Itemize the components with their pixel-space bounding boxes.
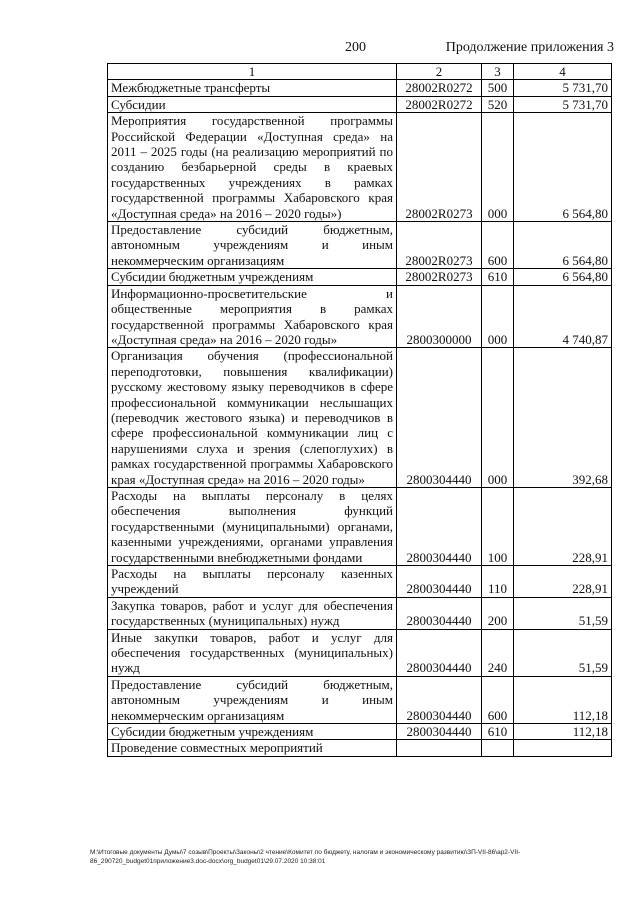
target-article-code: 2800304440 bbox=[397, 629, 482, 676]
row-name: Проведение совместных мероприятий bbox=[108, 740, 397, 756]
row-name: Субсидии бюджетным учреждениям bbox=[108, 269, 397, 285]
row-amount: 112,18 bbox=[514, 724, 612, 740]
target-article-code: 28002R0273 bbox=[397, 113, 482, 222]
column-number-row bbox=[108, 64, 612, 80]
table-row bbox=[108, 566, 612, 598]
row-name: Расходы на выплаты персоналу в целях обеспечения выполнения функций государственными (муниципальными) органами, казенными учреждениями, органами управления государственными внебюджетными фондами bbox=[108, 487, 397, 565]
table-row bbox=[108, 597, 612, 629]
page-number: 200 bbox=[345, 40, 366, 55]
expense-type-code: 000 bbox=[482, 285, 514, 348]
column-number: 2 bbox=[397, 64, 482, 80]
row-amount: 112,18 bbox=[514, 676, 612, 723]
table-row bbox=[108, 724, 612, 740]
expense-type-code: 600 bbox=[482, 676, 514, 723]
row-amount: 5 731,70 bbox=[514, 96, 612, 112]
row-name: Информационно-просветительские и общественные мероприятия в рамках государственной программы Хабаровского края «Доступная среда» на 2016 – 2020 годы» bbox=[108, 285, 397, 348]
row-name: Предоставление субсидий бюджетным, автономным учреждениям и иным некоммерческим организациям bbox=[108, 222, 397, 269]
row-name: Субсидии бюджетным учреждениям bbox=[108, 724, 397, 740]
row-name: Мероприятия государственной программы Российской Федерации «Доступная среда» на 2011 – 2025 годы (на реализацию мероприятий по созданию безбарьерной среды в краевых государственных учреждениях в рамках государственной программы Хабаровского края «Доступная среда» на 2016 – 2020 годы») bbox=[108, 113, 397, 222]
row-amount: 51,59 bbox=[514, 597, 612, 629]
expense-type-code: 600 bbox=[482, 222, 514, 269]
expense-type-code: 000 bbox=[482, 348, 514, 488]
row-amount: 5 731,70 bbox=[514, 80, 612, 96]
row-amount: 228,91 bbox=[514, 487, 612, 565]
row-name: Субсидии bbox=[108, 96, 397, 112]
row-amount: 6 564,80 bbox=[514, 222, 612, 269]
column-number: 1 bbox=[108, 64, 397, 80]
row-name: Закупка товаров, работ и услуг для обеспечения государственных (муниципальных) нужд bbox=[108, 597, 397, 629]
row-name: Расходы на выплаты персоналу казенных учреждений bbox=[108, 566, 397, 598]
target-article-code: 2800304440 bbox=[397, 676, 482, 723]
expense-type-code: 610 bbox=[482, 724, 514, 740]
table-row bbox=[108, 269, 612, 285]
row-amount: 6 564,80 bbox=[514, 113, 612, 222]
expense-type-code: 240 bbox=[482, 629, 514, 676]
table-row bbox=[108, 96, 612, 112]
target-article-code: 28002R0272 bbox=[397, 96, 482, 112]
table-row bbox=[108, 487, 612, 565]
row-amount: 4 740,87 bbox=[514, 285, 612, 348]
row-name: Предоставление субсидий бюджетным, автономным учреждениям и иным некоммерческим организациям bbox=[108, 676, 397, 723]
target-article-code: 2800304440 bbox=[397, 597, 482, 629]
table-row bbox=[108, 80, 612, 96]
table-row bbox=[108, 676, 612, 723]
column-number: 4 bbox=[514, 64, 612, 80]
expense-type-code: 520 bbox=[482, 96, 514, 112]
target-article-code: 2800304440 bbox=[397, 566, 482, 598]
expense-type-code: 500 bbox=[482, 80, 514, 96]
column-number: 3 bbox=[482, 64, 514, 80]
expense-type-code: 100 bbox=[482, 487, 514, 565]
target-article-code: 2800304440 bbox=[397, 348, 482, 488]
target-article-code: 2800304440 bbox=[397, 487, 482, 565]
row-name: Иные закупки товаров, работ и услуг для обеспечения государственных (муниципальных) нужд bbox=[108, 629, 397, 676]
expense-type-code: 610 bbox=[482, 269, 514, 285]
row-name: Межбюджетные трансферты bbox=[108, 80, 397, 96]
row-name: Организация обучения (профессиональной переподготовки, повышения квалификации) русскому жестовому языку переводчиков в сфере профессиональной коммуникации неслышащих (переводчик жестового языка) и переводчиков в сфере профессиональной коммуникации лиц с нарушениями слуха и зрения (слепоглухих) в рамках государственной программы Хабаровского края «Доступная среда» на 2016 – 2020 годы» bbox=[108, 348, 397, 488]
row-amount: 392,68 bbox=[514, 348, 612, 488]
expense-type-code: 200 bbox=[482, 597, 514, 629]
target-article-code: 2800300000 bbox=[397, 285, 482, 348]
table-row bbox=[108, 113, 612, 222]
row-amount: 6 564,80 bbox=[514, 269, 612, 285]
table-row bbox=[108, 222, 612, 269]
table-row bbox=[108, 740, 612, 756]
expense-type-code bbox=[482, 740, 514, 756]
target-article-code: 28002R0273 bbox=[397, 222, 482, 269]
target-article-code: 2800304440 bbox=[397, 724, 482, 740]
expense-type-code: 110 bbox=[482, 566, 514, 598]
target-article-code: 28002R0273 bbox=[397, 269, 482, 285]
file-path-footer: M:\Итоговые документы Думы\7 созыв\Проекты\Законы\2 чтение\Комитет по бюджету, налогам и экономическому развитию\ЗП-VII-86\ap2-VII-86_290720_budget01приложение3.doc-docx\org_budget01\29.07.2020 10:38:01 bbox=[90, 849, 521, 865]
budget-table bbox=[107, 63, 612, 757]
target-article-code: 28002R0272 bbox=[397, 80, 482, 96]
expense-type-code: 000 bbox=[482, 113, 514, 222]
target-article-code bbox=[397, 740, 482, 756]
row-amount: 228,91 bbox=[514, 566, 612, 598]
row-amount: 51,59 bbox=[514, 629, 612, 676]
table-row bbox=[108, 629, 612, 676]
table-row bbox=[108, 285, 612, 348]
continuation-label: Продолжение приложения 3 bbox=[445, 40, 614, 55]
table-row bbox=[108, 348, 612, 488]
row-amount bbox=[514, 740, 612, 756]
